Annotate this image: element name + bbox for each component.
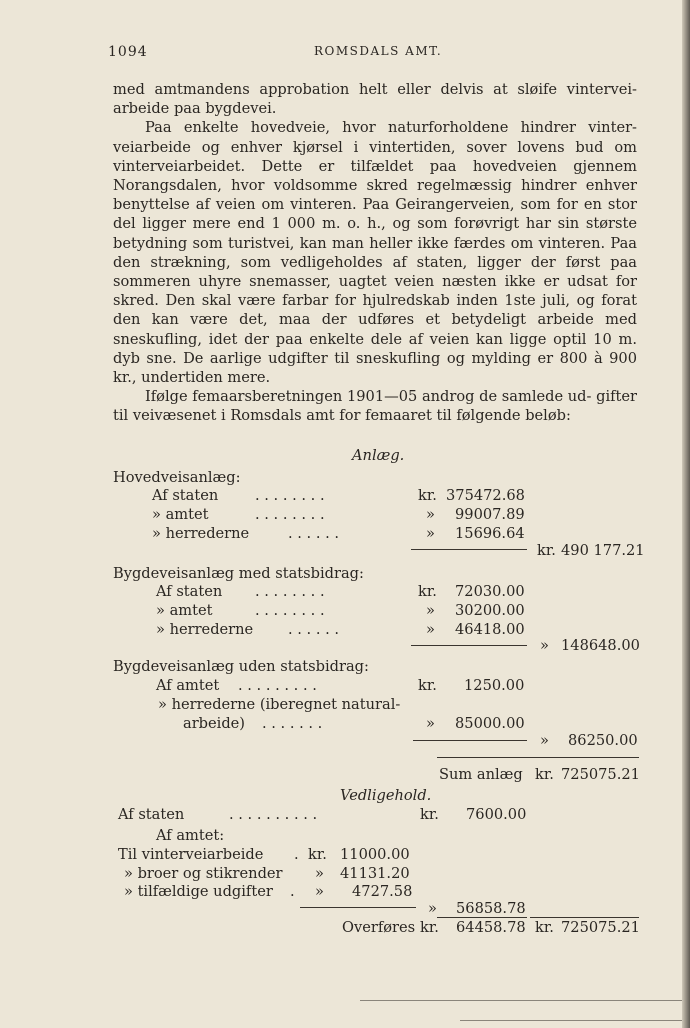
- unit: kr.: [420, 919, 439, 936]
- running-title: ROMSDALS AMT.: [314, 44, 443, 58]
- vedlige-row-label: Af staten: [118, 806, 185, 823]
- unit: »: [315, 883, 324, 900]
- unit: »: [315, 865, 324, 882]
- amount: 41131.20: [340, 865, 410, 882]
- subtotal-rule: [411, 549, 527, 550]
- amount: 46418.00: [455, 621, 525, 638]
- uden-row-label: » herrederne (iberegnet natural-: [158, 696, 401, 713]
- subtotal-rule: [300, 907, 416, 908]
- unit: »: [428, 900, 437, 917]
- vedlige-subtotal: 56858.78: [456, 900, 526, 917]
- page-edge: [682, 0, 690, 1028]
- leader-dots: . . . . . . . .: [255, 602, 325, 619]
- hoved-total: 490 177.21: [561, 542, 645, 559]
- leader-dots: . . . . . .: [288, 621, 340, 638]
- med-row-label: » herrederne: [156, 621, 254, 638]
- vedlige-row-label: » broer og stikrender: [124, 865, 283, 882]
- med-row-label: » amtet: [156, 602, 213, 619]
- unit: »: [426, 602, 435, 619]
- leader-dots: . . . . . . .: [262, 715, 323, 732]
- unit: kr.: [535, 919, 554, 936]
- sum-label: Sum anlæg: [439, 766, 523, 783]
- amount: 99007.89: [455, 506, 525, 523]
- vedlige-heading: Vedligehold.: [340, 787, 432, 804]
- unit: kr.: [418, 677, 437, 694]
- subtotal-rule: [413, 740, 527, 741]
- amount: 4727.58: [352, 883, 413, 900]
- unit: kr.: [537, 542, 556, 559]
- sum-total: 725075.21: [561, 766, 640, 783]
- af-amtet-label: Af amtet:: [156, 827, 225, 844]
- hoved-row-label: Af staten: [152, 487, 219, 504]
- unit: »: [426, 715, 435, 732]
- uden-total: 86250.00: [568, 732, 638, 749]
- paragraph-3: Ifølge femaarsberetningen 1901—05 androg de samlede ud- gifter til veivæsenet i Romsdals amt for femaaret til følgende beløb:: [113, 388, 637, 425]
- unit: kr.: [418, 487, 437, 504]
- total-rule: [437, 757, 639, 758]
- page-number: 1094: [108, 44, 148, 60]
- med-total: 148648.00: [561, 637, 640, 654]
- anlaeg-heading: Anlæg.: [352, 447, 405, 464]
- amount: 72030.00: [455, 583, 525, 600]
- leader-dots: .: [290, 883, 295, 900]
- leader-dots: . . . . . .: [288, 525, 340, 542]
- unit: »: [540, 637, 549, 654]
- overfores-amount: 64458.78: [456, 919, 526, 936]
- unit: »: [426, 621, 435, 638]
- vedlige-row-label: Til vinterveiarbeide: [118, 846, 264, 863]
- leader-dots: . . . . . . . .: [255, 506, 325, 523]
- uden-row-label: arbeide): [183, 715, 245, 732]
- subtotal-rule: [411, 645, 527, 646]
- amount: 30200.00: [455, 602, 525, 619]
- leader-dots: . . . . . . . .: [255, 487, 325, 504]
- leader-dots: .: [294, 846, 299, 863]
- amount: 1250.00: [464, 677, 525, 694]
- overfores-label: Overføres: [342, 919, 416, 936]
- hoved-row-label: » herrederne: [152, 525, 250, 542]
- unit: kr.: [535, 766, 554, 783]
- unit: kr.: [418, 583, 437, 600]
- leader-dots: . . . . . . . .: [255, 583, 325, 600]
- vedlige-row-label: » tilfældige udgifter: [124, 883, 273, 900]
- overfores-total: 725075.21: [561, 919, 640, 936]
- hoved-row-label: » amtet: [152, 506, 209, 523]
- leader-dots: . . . . . . . . . .: [229, 806, 318, 823]
- body-text: [113, 80, 637, 426]
- hoved-title: Hovedveisanlæg:: [113, 469, 241, 486]
- paragraph-2: Paa enkelte hovedveie, hvor naturforholdene hindrer vinter- veiarbeide og enhver kjørsel i vintertiden, sover lovens bud om vinterveiarbeidet. Dette er tilfældet paa hovedveien gjennem Norangsdalen, hvor voldsomme skred regelmæssig hindrer enhver benyttelse af veien om vinteren. Paa Geirangerveien, som for en stor del ligger mere end 1 000 m. o. h., og som forøvrigt har sin største betydning som turistvei, kan man heller ikke færdes om vinteren. Paa den strækning, som vedligeholdes af staten, ligger der først paa sommeren uhyre snemasser, uagtet veien næsten ikke er udsat for skred. Den skal være farbar for hjulredskab inden 1ste juli, og forat den kan være det, maa der udføres et betydeligt arbeide med sneskufling, idet der paa enkelte dele af veien kan ligge optil 10 m. dyb sne. De aarlige udgifter til sneskufling og mylding er 800 à 900 kr., undertiden mere.: [113, 119, 637, 387]
- amount: 15696.64: [455, 525, 525, 542]
- uden-row-label: Af amtet: [156, 677, 220, 694]
- med-title: Bygdeveisanlæg med statsbidrag:: [113, 565, 364, 582]
- amount: 7600.00: [466, 806, 527, 823]
- unit: kr.: [420, 806, 439, 823]
- unit: »: [426, 506, 435, 523]
- amount: 85000.00: [455, 715, 525, 732]
- unit: »: [540, 732, 549, 749]
- uden-title: Bygdeveisanlæg uden statsbidrag:: [113, 658, 369, 675]
- unit: kr.: [308, 846, 327, 863]
- amount: 11000.00: [340, 846, 410, 863]
- med-row-label: Af staten: [156, 583, 223, 600]
- paragraph-1: med amtmandens approbation helt eller delvis at sløife vintervei- arbeide paa bygdevei.: [113, 81, 637, 118]
- amount: 375472.68: [446, 487, 525, 504]
- page-bottom-rule: [360, 1000, 682, 1001]
- leader-dots: . . . . . . . . .: [238, 677, 317, 694]
- page-bottom-rule: [460, 1020, 682, 1021]
- unit: »: [426, 525, 435, 542]
